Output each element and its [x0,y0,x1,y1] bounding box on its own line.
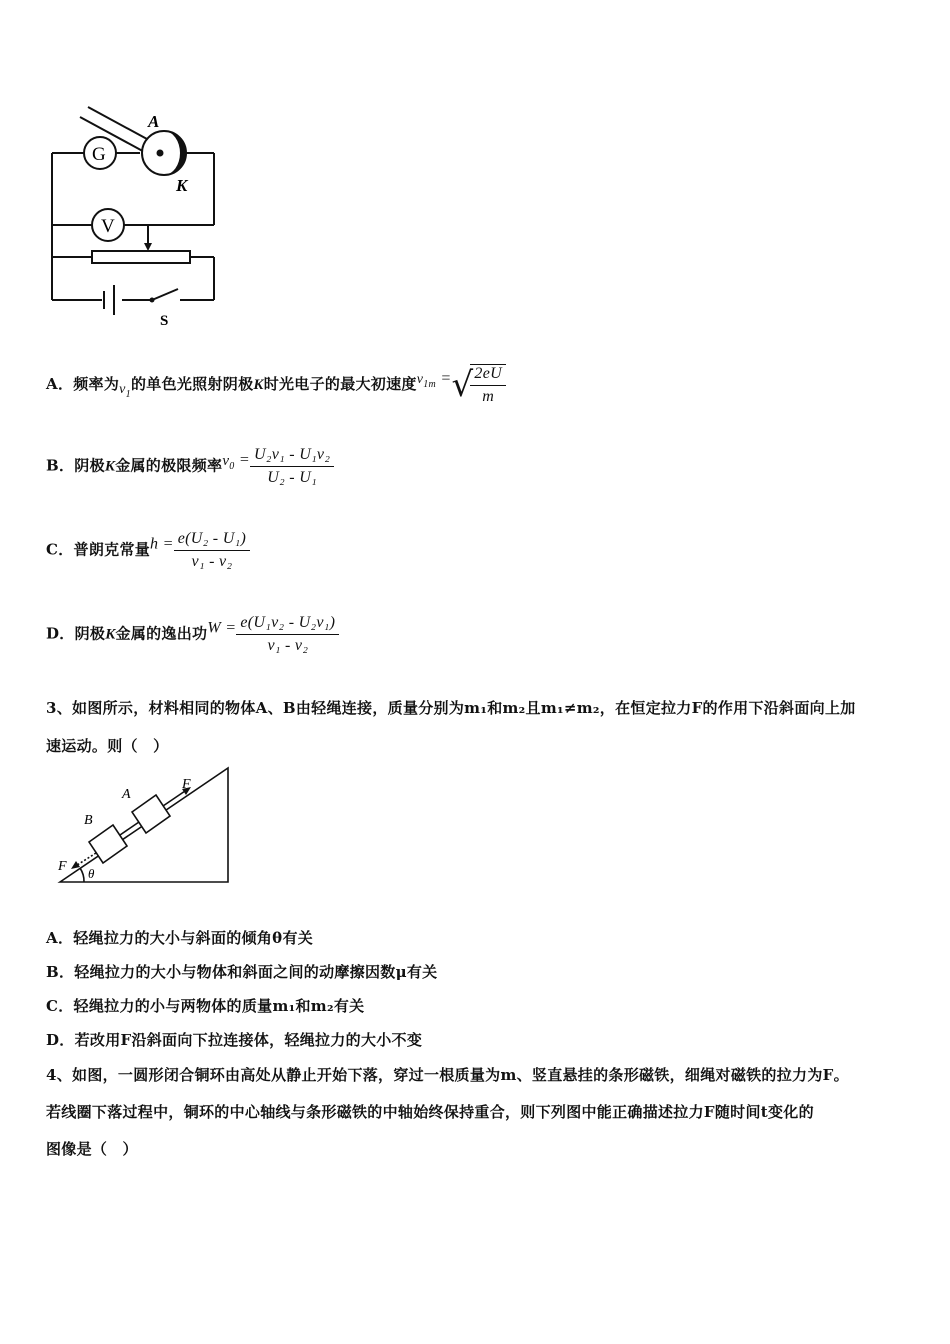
anode-label: A [148,112,160,131]
option-a-v1: v [119,382,126,397]
label-f-top: F [182,777,191,792]
option-a-formula-num: 2eU [470,365,506,386]
switch-label: S [160,313,169,329]
voltmeter-label: V [101,216,115,237]
q3-option-d: D．若改用F沿斜面向下拉连接体，轻绳拉力的大小不变 [46,1031,423,1049]
option-a-text2: 的单色光照射阴极 [130,375,254,393]
option-c-text: C．普朗克常量 [46,540,151,559]
option-c-lhs: h [150,535,159,553]
option-b-k: K [104,458,116,475]
label-b: B [84,813,93,828]
anode [157,150,164,157]
option-b-lhs: v [222,452,230,469]
option-a-k: K [253,377,264,393]
q3-option-a: A．轻绳拉力的大小与斜面的倾角θ有关 [46,929,314,947]
label-a: A [122,787,131,802]
option-d-text2: 金属的逸出功 [115,624,208,643]
option-b-den: U₂ - U₁ [267,469,317,486]
q2-option-a: A．频率为$v_1$的单色光照射阴极K时光电子的最大初速度$v_{1m}$ =√ $\frac{2eU}{m}$ [46,364,506,406]
galvanometer-label: G [92,144,106,165]
q2-option-d: D．阴极K金属的逸出功W = $\frac{\text{e(U₁v₂ - U₂v₁)}}{\text{v₁ - v₂}}$ [46,614,339,655]
label-f-bottom: F [58,859,67,874]
option-d-k: K [105,626,116,643]
q3-option-b: B．轻绳拉力的大小与物体和斜面之间的动摩擦因数μ有关 [46,963,438,981]
rope [120,822,139,835]
option-c-num: e(U₂ - U₁) [174,530,250,551]
cathode-label: K [176,176,188,195]
option-a-text3: 时光电子的最大初速度 [263,375,417,393]
q3-stem-line2: 速运动。则（ ） [46,737,169,755]
option-d-den: v₁ - v₂ [267,637,309,654]
q3-option-c: C．轻绳拉力的小与两物体的质量m₁和m₂有关 [46,997,365,1015]
option-b-text: B．阴极 [46,456,105,475]
incline-figure [50,762,240,887]
option-a-text: A．频率为 [46,375,120,393]
option-b-lhs-sub: 0 [229,460,235,472]
q4-stem-line2: 若线圈下落过程中，铜环的中心轴线与条形磁铁的中轴始终保持重合，则下列图中能正确描述拉力F随时间t变化的 [46,1103,814,1121]
option-d-lhs: W [207,619,221,637]
q4-stem-line1: 4、如图，一圆形闭合铜环由高处从静止开始下落，穿过一根质量为m、竖直悬挂的条形磁铁，细绳对磁铁的拉力为F。 [46,1066,849,1084]
option-a-vm: v [416,372,424,387]
q3-stem-line1: 3、如图所示，材料相同的物体A、B由轻绳连接，质量分别为m₁和m₂且m₁≠m₂，在恒定拉力F的作用下沿斜面向上加 [46,699,856,717]
option-c-den: v₁ - v₂ [191,553,233,570]
option-b-num: U₂v₁ - U₁v₂ [250,446,334,467]
option-d-num: e(U₁v₂ - U₂v₁) [236,614,339,635]
option-a-formula-den: m [482,388,495,405]
rheostat [92,251,190,263]
block-b [89,825,127,863]
label-theta: θ [88,866,95,881]
block-a [132,795,170,833]
option-a-v1-sub: 1 [125,388,131,400]
option-a-vm-sub: 1m [423,378,437,390]
option-b-text2: 金属的极限频率 [115,456,223,475]
option-d-text: D．阴极 [46,624,106,643]
q4-stem-line3: 图像是（ ） [46,1140,138,1158]
q2-option-c: C．普朗克常量h = $\frac{\text{e(U₂ - U₁)}}{\text{v₁ - v₂}}$ [46,530,250,571]
photoelectric-circuit-figure [40,95,230,330]
q2-option-b: B．阴极K金属的极限频率$v_0$ = $\frac{\text{U₂v₁ - U₁v₂}}{\text{U₂ - U₁}}$ [46,446,334,487]
